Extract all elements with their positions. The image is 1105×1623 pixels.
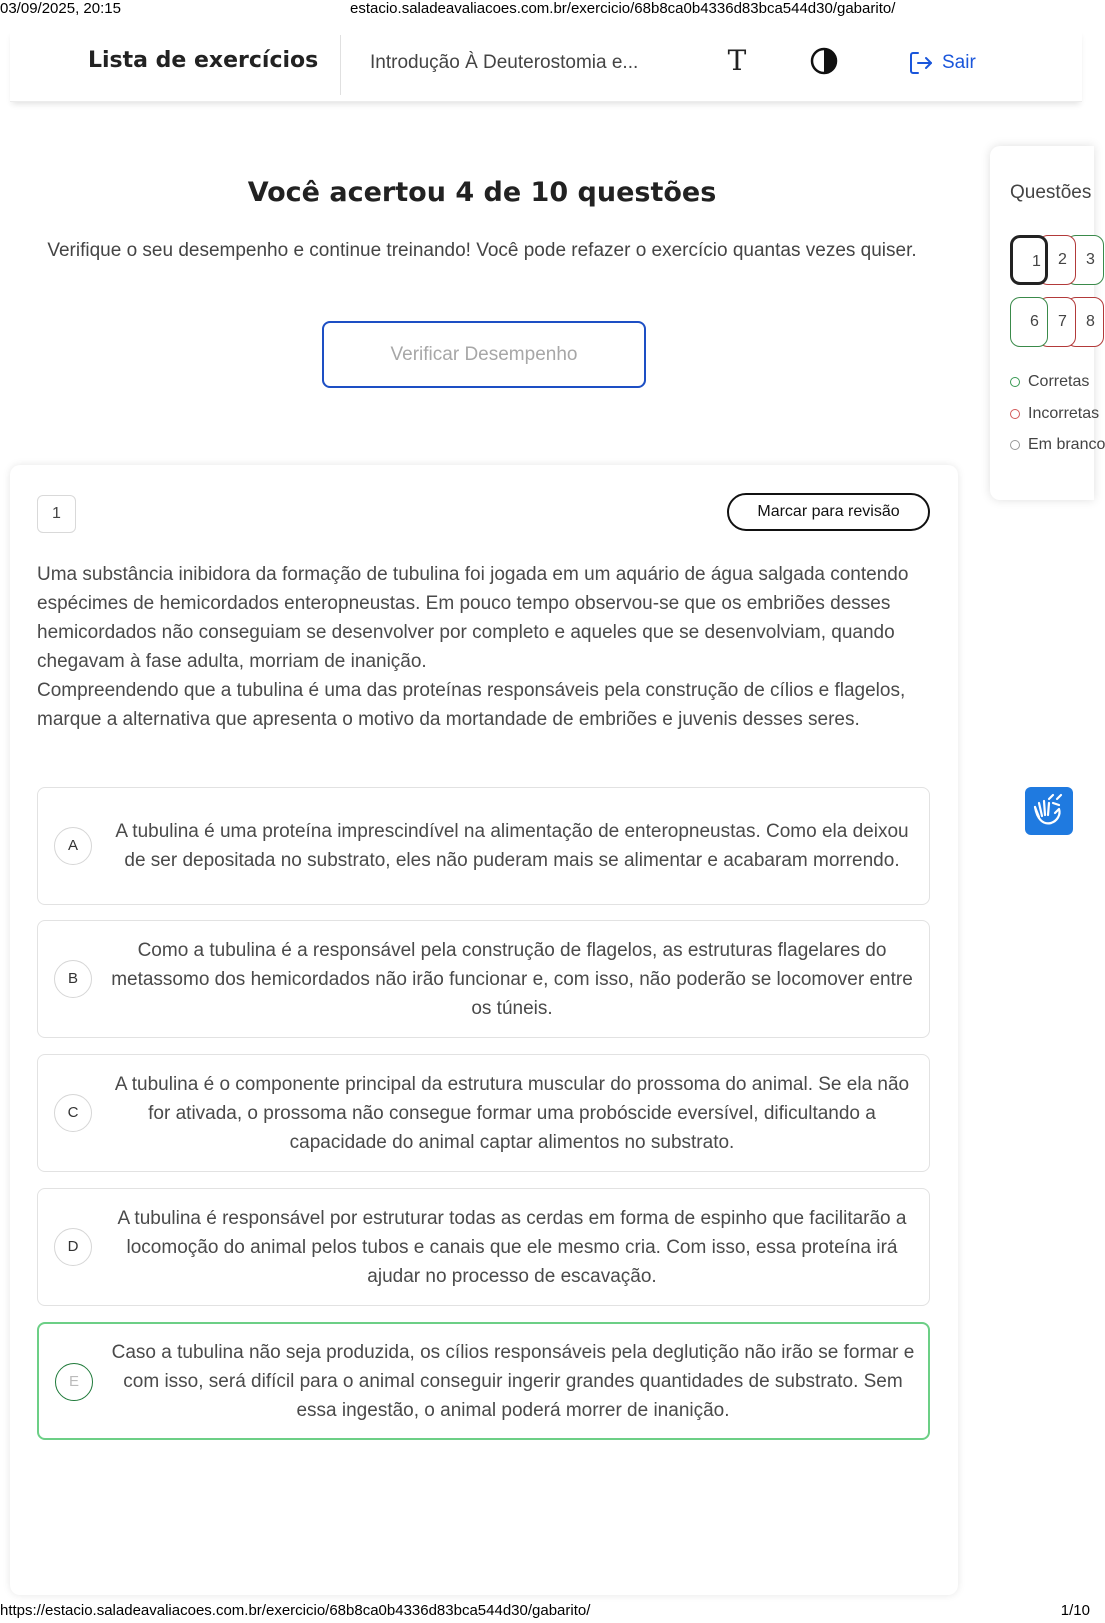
logout-label: Sair xyxy=(942,52,976,73)
result-title: Você acertou 4 de 10 questões xyxy=(247,177,717,208)
print-page-number: 1/10 xyxy=(1060,1602,1090,1619)
topbar-divider xyxy=(340,35,341,95)
nav-question-6[interactable]: 6 xyxy=(1010,297,1048,347)
question-card xyxy=(10,465,958,1595)
contrast-button[interactable] xyxy=(809,46,839,76)
font-size-button[interactable] xyxy=(722,44,752,78)
option-letter: A xyxy=(54,827,92,865)
question-paragraph-1: Uma substância inibidora da formação de tubulina foi jogada em um aquário de água salgada contendo espécimes de hemicordados enteropneustas. Em pouco tempo observou-se que os embriões desses hemicordados não conseguiam se desenvolver por completo e aqueles que se desenvolviam, quando chegavam à fase adulta, morriam de inanição. xyxy=(37,564,909,672)
nav-question-1[interactable]: 1 xyxy=(1010,235,1048,285)
mark-for-review-button[interactable]: Marcar para revisão xyxy=(727,493,930,531)
question-statement xyxy=(37,560,937,734)
question-number: 1 xyxy=(37,495,76,533)
contrast-icon xyxy=(809,46,839,76)
legend-blank-label: Em branco xyxy=(1028,436,1105,453)
option-text: A tubulina é uma proteína imprescindível na alimentação de enteropneustas. Como ela deixou de ser depositada no substrato, eles não puderam mais se alimentar e acabaram morrendo. xyxy=(115,821,909,871)
option-d[interactable] xyxy=(37,1188,930,1306)
option-c[interactable] xyxy=(37,1054,930,1172)
legend-incorrect xyxy=(1010,405,1099,423)
vlibras-accessibility-button[interactable] xyxy=(1025,787,1073,835)
legend-blank-dot xyxy=(1010,440,1020,450)
legend-incorrect-label: Incorretas xyxy=(1028,405,1100,422)
nav-question-3[interactable]: 3 xyxy=(1066,235,1104,285)
option-text: A tubulina é responsável por estruturar todas as cerdas em forma de espinho que facilitarão a locomoção do animal pelos tubos e canais que ele mesmo cria. Com isso, essa proteína irá ajudar no processo de escavação. xyxy=(117,1207,907,1287)
legend-correct-label: Corretas xyxy=(1028,373,1090,390)
print-datetime: 03/09/2025, 20:15 xyxy=(0,0,121,17)
logout-icon xyxy=(908,50,934,76)
option-letter: E xyxy=(55,1363,93,1401)
print-footer-url: https://estacio.saladeavaliacoes.com.br/exercicio/68b8ca0b4336d83bca544d30/gabarito/ xyxy=(0,1602,591,1619)
page-title: Lista de exercícios xyxy=(88,48,319,73)
option-letter: B xyxy=(54,960,92,998)
option-a[interactable] xyxy=(37,787,930,905)
option-text: A tubulina é o componente principal da estrutura muscular do prossoma do animal. Se ela não for ativada, o prossoma não consegue formar uma probóscide eversível, dificultando a capacidade do animal captar alimentos no substrato. xyxy=(114,1073,910,1153)
option-letter: C xyxy=(54,1094,92,1132)
option-letter: D xyxy=(54,1228,92,1266)
text-size-icon: T xyxy=(727,44,747,77)
option-text: Caso a tubulina não seja produzida, os cílios responsáveis pela deglutição não irão se formar e com isso, será difícil para o animal conseguir ingerir grandes quantidades de substrato. Sem essa ingestão, o animal poderá morrer de inanição. xyxy=(111,1341,915,1421)
verify-performance-button[interactable]: Verificar Desempenho xyxy=(322,321,646,388)
sign-language-hands-icon xyxy=(1025,787,1073,835)
navigator-title: Questões xyxy=(1010,182,1092,203)
question-navigator xyxy=(990,146,1105,500)
legend-incorrect-dot xyxy=(1010,409,1020,419)
top-bar xyxy=(10,30,1082,102)
question-paragraph-2: Compreendendo que a tubulina é uma das proteínas responsáveis pela construção de cílios e flagelos, marque a alternativa que apresenta o motivo da mortandade de embriões e juvenis desses seres. xyxy=(37,680,906,730)
legend-correct-dot xyxy=(1010,377,1020,387)
legend-correct xyxy=(1010,373,1089,391)
nav-question-2[interactable]: 2 xyxy=(1038,235,1076,285)
option-text: Como a tubulina é a responsável pela construção de flagelos, as estruturas flagelares do metassomo dos hemicordados não irão funcionar e, com isso, não poderão se locomover entre os túneis. xyxy=(111,939,913,1019)
logout-button[interactable] xyxy=(908,48,976,78)
result-subtitle: Verifique o seu desempenho e continue treinando! Você pode refazer o exercício quantas vezes quiser. xyxy=(47,240,917,261)
course-title: Introdução À Deuterostomia e... xyxy=(370,52,639,73)
nav-question-7[interactable]: 7 xyxy=(1038,297,1076,347)
option-b[interactable] xyxy=(37,920,930,1038)
nav-question-8[interactable]: 8 xyxy=(1066,297,1104,347)
legend-blank xyxy=(1010,436,1105,454)
print-header-url: estacio.saladeavaliacoes.com.br/exercicio/68b8ca0b4336d83bca544d30/gabarito/ xyxy=(350,0,896,17)
option-e-correct[interactable] xyxy=(37,1322,930,1440)
